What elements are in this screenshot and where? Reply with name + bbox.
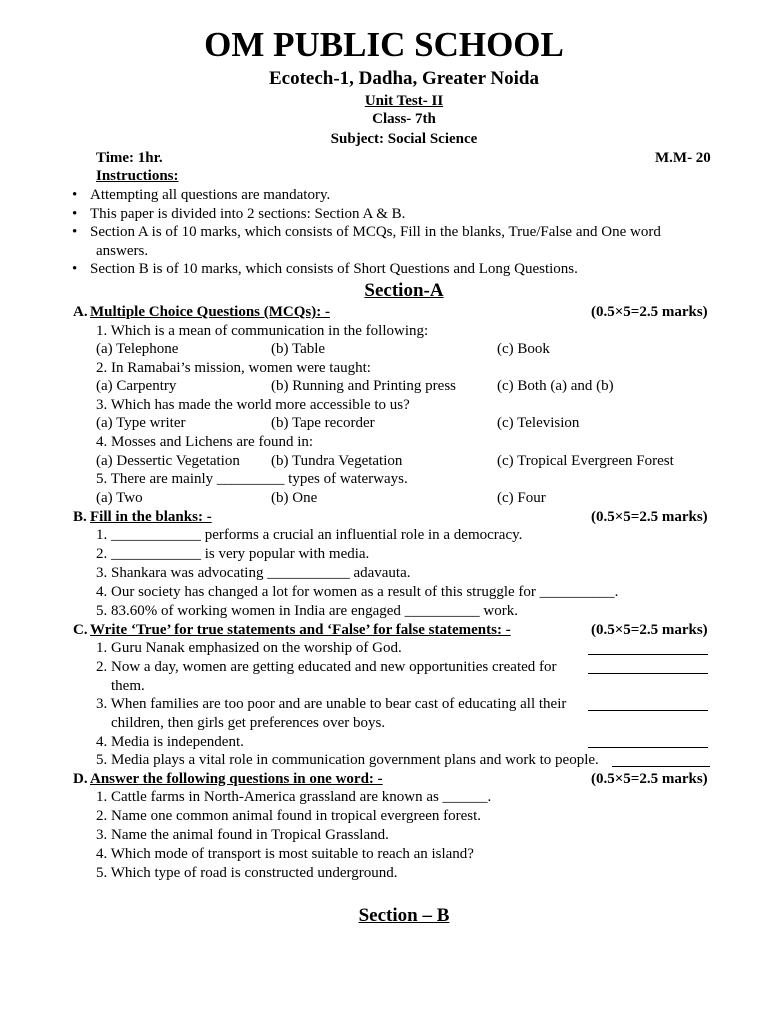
instruction-item: Attempting all questions are mandatory. [90, 187, 331, 203]
one-word-title: Answer the following questions in one word: - [90, 771, 383, 787]
mcq-question: 3. Which has made the world more accessible to us? [96, 397, 410, 413]
answer-blank [612, 766, 710, 767]
true-false-title: Write ‘True’ for true statements and ‘False’ for false statements: - [90, 622, 511, 638]
true-false-item-continued: children, then girls get preferences over boys. [111, 715, 386, 731]
one-word-item: 2. Name one common animal found in tropical evergreen forest. [96, 808, 482, 824]
true-false-marks: (0.5×5=2.5 marks) [591, 622, 708, 638]
mcq-option-c: (c) Book [497, 341, 550, 357]
mcq-option-a: (a) Carpentry [96, 378, 177, 394]
mcq-option-c: (c) Both (a) and (b) [497, 378, 614, 394]
instruction-item: Section A is of 10 marks, which consists of MCQs, Fill in the blanks, True/False and One word [90, 224, 661, 240]
fill-blank-item: 4. Our society has changed a lot for women as a result of this struggle for __________. [96, 584, 619, 600]
section-letter: A. [73, 304, 88, 320]
time-label: Time: 1hr. [96, 150, 163, 166]
class-label: Class- 7th [372, 111, 436, 127]
subject-label: Subject: Social Science [330, 131, 478, 147]
mcq-option-b: (b) Running and Printing press [271, 378, 456, 394]
mcq-option-b: (b) One [271, 490, 318, 506]
section-b-title: Section – B [358, 905, 450, 926]
answer-blank [588, 747, 708, 748]
true-false-item: 3. When families are too poor and are unable to bear cast of educating all their [96, 696, 567, 712]
mcq-option-b: (b) Tape recorder [271, 415, 375, 431]
mcq-option-c: (c) Four [497, 490, 546, 506]
answer-blank [588, 710, 708, 711]
fill-blanks-marks: (0.5×5=2.5 marks) [591, 509, 708, 525]
section-letter: B. [73, 509, 87, 525]
max-marks: M.M- 20 [655, 150, 711, 166]
answer-blank [588, 673, 708, 674]
section-a-title: Section-A [364, 280, 444, 301]
true-false-item: 1. Guru Nanak emphasized on the worship of God. [96, 640, 402, 656]
mcq-option-a: (a) Dessertic Vegetation [96, 453, 240, 469]
one-word-item: 3. Name the animal found in Tropical Grassland. [96, 827, 389, 843]
true-false-item: 5. Media plays a vital role in communication government plans and work to people. [96, 752, 599, 768]
instruction-item: Section B is of 10 marks, which consists of Short Questions and Long Questions. [90, 261, 578, 277]
fill-blank-item: 2. ____________ is very popular with media. [96, 546, 370, 562]
one-word-item: 5. Which type of road is constructed underground. [96, 865, 398, 881]
fill-blank-item: 5. 83.60% of working women in India are engaged __________ work. [96, 603, 518, 619]
one-word-item: 4. Which mode of transport is most suitable to reach an island? [96, 846, 474, 862]
bullet-icon: • [72, 261, 78, 277]
one-word-marks: (0.5×5=2.5 marks) [591, 771, 708, 787]
section-letter: C. [73, 622, 88, 638]
true-false-item: 4. Media is independent. [96, 734, 244, 750]
mcq-option-a: (a) Type writer [96, 415, 186, 431]
instruction-item-continued: answers. [96, 243, 149, 259]
mcq-question: 5. There are mainly _________ types of waterways. [96, 471, 408, 487]
school-name: OM PUBLIC SCHOOL [204, 25, 564, 64]
instructions-title: Instructions: [96, 168, 179, 184]
bullet-icon: • [72, 206, 78, 222]
mcq-option-a: (a) Two [96, 490, 143, 506]
mcq-option-a: (a) Telephone [96, 341, 179, 357]
mcq-option-c: (c) Tropical Evergreen Forest [497, 453, 674, 469]
fill-blank-item: 1. ____________ performs a crucial an influential role in a democracy. [96, 527, 523, 543]
fill-blank-item: 3. Shankara was advocating ___________ adavauta. [96, 565, 411, 581]
mcq-marks: (0.5×5=2.5 marks) [591, 304, 708, 320]
section-letter: D. [73, 771, 88, 787]
school-address: Ecotech-1, Dadha, Greater Noida [268, 68, 540, 89]
true-false-item: 2. Now a day, women are getting educated and new opportunities created for [96, 659, 557, 675]
mcq-question: 1. Which is a mean of communication in the following: [96, 323, 429, 339]
mcq-option-c: (c) Television [497, 415, 580, 431]
mcq-title: Multiple Choice Questions (MCQs): - [90, 304, 330, 320]
bullet-icon: • [72, 187, 78, 203]
instruction-item: This paper is divided into 2 sections: Section A & B. [90, 206, 406, 222]
answer-blank [588, 654, 708, 655]
test-name: Unit Test- II [364, 93, 444, 109]
fill-blanks-title: Fill in the blanks: - [90, 509, 212, 525]
one-word-item: 1. Cattle farms in North-America grassland are known as ______. [96, 789, 492, 805]
mcq-question: 4. Mosses and Lichens are found in: [96, 434, 314, 450]
mcq-option-b: (b) Tundra Vegetation [271, 453, 403, 469]
true-false-item-continued: them. [111, 678, 145, 694]
bullet-icon: • [72, 224, 78, 240]
mcq-question: 2. In Ramabai’s mission, women were taught: [96, 360, 371, 376]
mcq-option-b: (b) Table [271, 341, 326, 357]
